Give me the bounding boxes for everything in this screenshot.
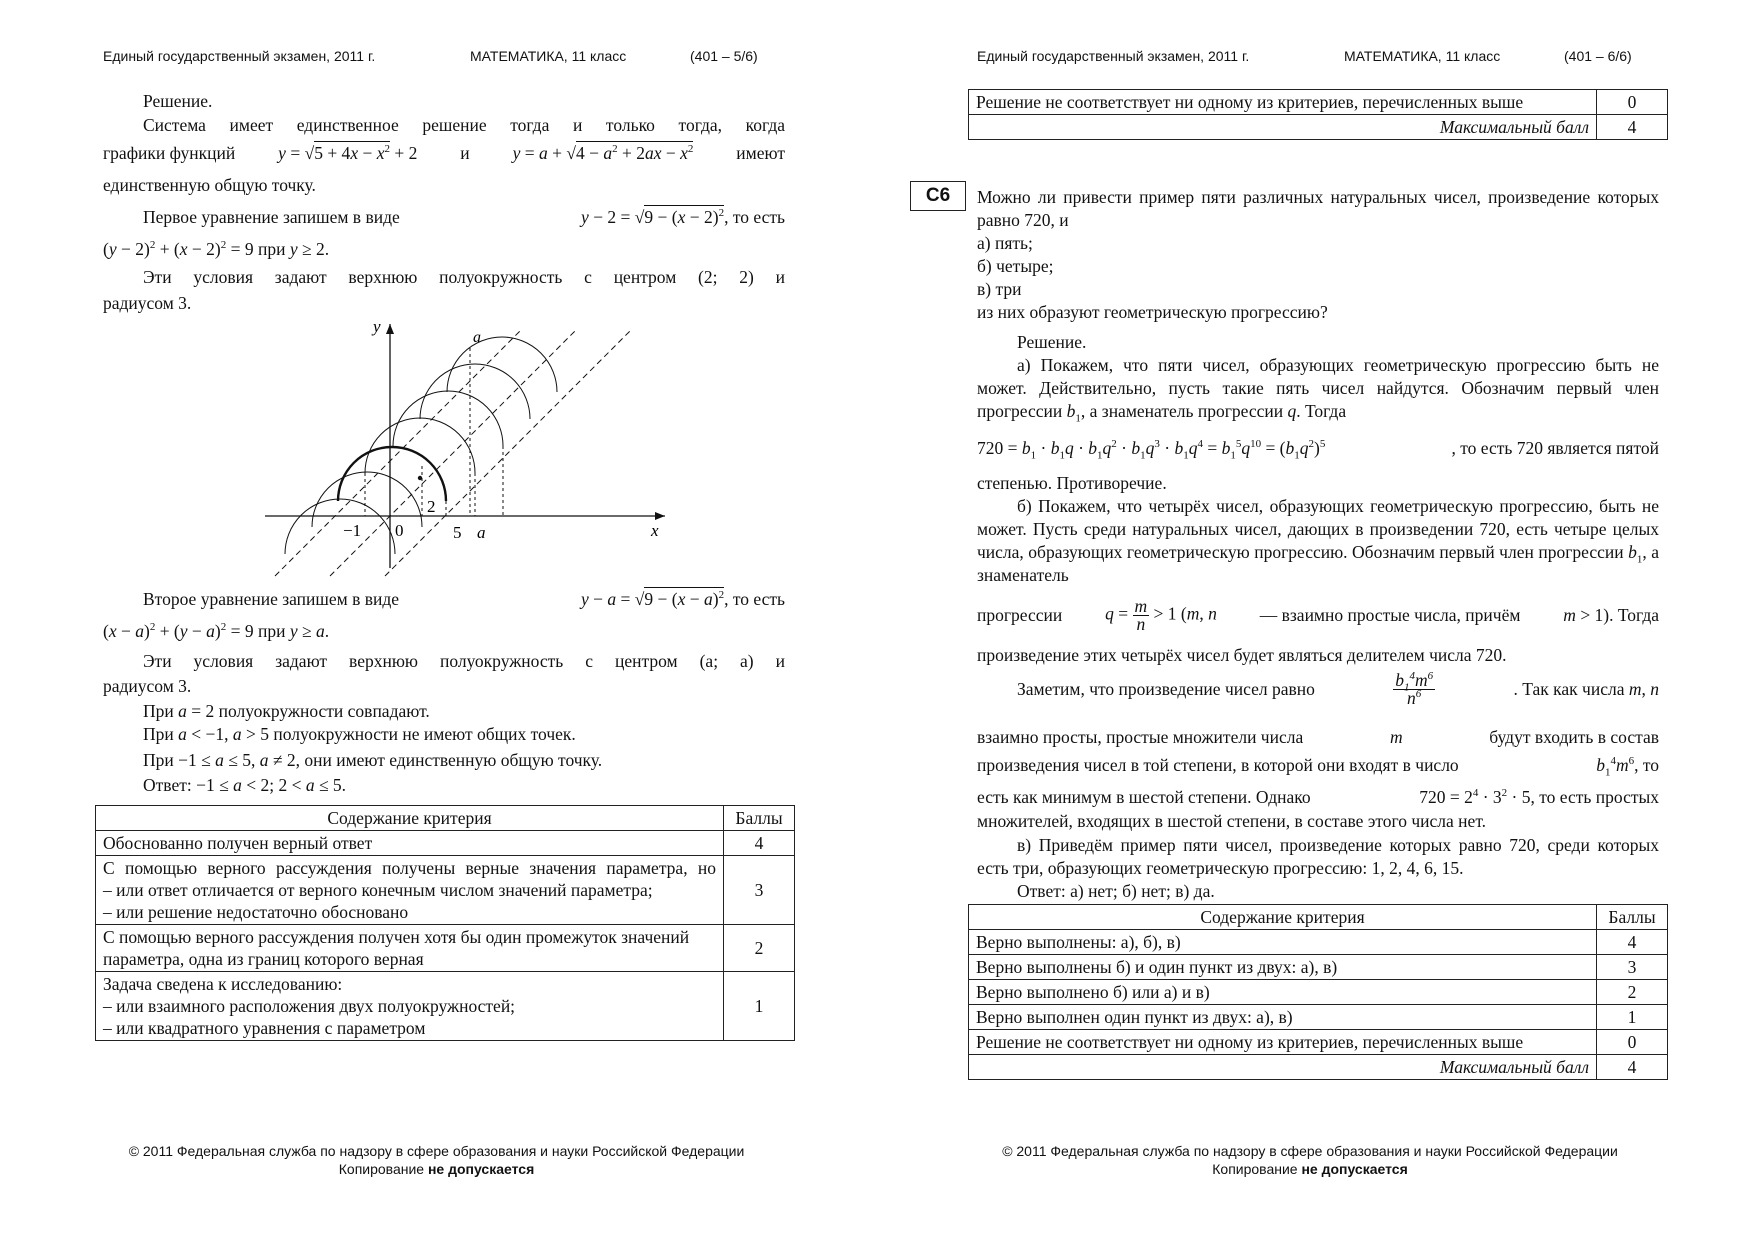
task-text: Можно ли привести пример пяти различных натуральных чисел, произведение которых равно 720, и [977, 187, 1659, 230]
crit-score: 0 [1597, 1030, 1668, 1055]
footer-left: © 2011 Федеральная служба по надзору в сфере образования и науки Российской Федерации Копирование не допускается [128, 1143, 745, 1177]
header-score: Баллы [724, 806, 795, 831]
semicircle-a-3 [365, 418, 475, 473]
p5-end: радиусом 3. [103, 676, 192, 696]
p1-have: имеют [736, 143, 785, 163]
table-header [96, 806, 795, 831]
criteria-table-left [95, 805, 795, 1041]
label-y: y [373, 318, 381, 336]
p1-end: единственную общую точку. [103, 175, 316, 195]
max-score: 4 [1597, 115, 1668, 140]
p4-circle: $(x - a)^2 + (y - a)^2 = 9$ при y ≥ a. [103, 621, 330, 641]
max-row [969, 115, 1668, 140]
formula-eq1: $y - 2 = √9 - (x - 2)^2$, то есть [581, 207, 785, 227]
crit-text: Верно выполнен один пункт из двух: а), в) [969, 1005, 1597, 1030]
formula-f1: $y = √5 + 4x - x^2 + 2$ [278, 143, 418, 163]
part-b-line: прогрессии q = $\frac{m}{n}$ > 1 (m, n — взаимно простые числа, причём m > 1). Тогда [977, 596, 1659, 634]
formula-frac: $\frac{b_1^4m^6}{n^6}$ [1395, 670, 1434, 708]
label-a-axis: a [477, 523, 486, 542]
footer-right: © 2011 Федеральная служба по надзору в сфере образования и науки Российской Федерации Копирование не допускается [1002, 1143, 1618, 1177]
crit-score: 1 [1597, 1005, 1668, 1030]
answer-left: Ответ: −1 ≤ a < 2; 2 < a ≤ 5. [143, 775, 347, 795]
p2-start: Первое уравнение запишем в виде [143, 207, 400, 227]
header-exam: Единый государственный экзамен, 2011 г. [103, 48, 376, 64]
part-a-para: а) Покажем, что пяти чисел, образующих геометрическую прогрессию быть не может. Действительно, пусть такие пять чисел найдутся. Обозначим первый член прогрессии $b_1$, а знаменатель прогрессии q. Тогда [977, 355, 1659, 425]
table-row [969, 930, 1668, 955]
header-exam: Единый государственный экзамен, 2011 г. [977, 48, 1250, 64]
part-b-divisor: произведение этих четырёх чисел будет являться делителем числа 720. [977, 645, 1507, 665]
semicircle-a-m1 [312, 472, 422, 527]
crit-text: Верно выполнены: а), б), в) [969, 930, 1597, 955]
p1-start: Система имеет единственное решение тогда и только тогда, когда [143, 115, 785, 135]
semicircle-a-5 [420, 364, 530, 419]
criteria-table-top [968, 89, 1668, 140]
p1-graphs: графики функций [103, 143, 236, 163]
table-row [969, 980, 1668, 1005]
part-c-para: в) Приведём пример пяти чисел, произведение которых равно 720, среди которых есть три, образующих геометрическую прогрессию: 1, 2, 4, 6, 15. [977, 835, 1659, 878]
task-label: С6 [910, 181, 966, 211]
answer-right: Ответ: а) нет; б) нет; в) да. [1017, 881, 1215, 901]
table-header [969, 905, 1668, 930]
x-axis-arrow [655, 512, 665, 520]
option-c: в) три [977, 279, 1022, 299]
crit-score: 3 [724, 856, 795, 925]
formula-f2: $y = a + √4 - a^2 + 2ax - x^2$ [512, 143, 694, 163]
header-code: (401 – 5/6) [690, 48, 758, 64]
solution-label: Решение. [143, 91, 213, 111]
crit-text: Решение не соответствует ни одному из критериев, перечисленных выше [969, 1030, 1597, 1055]
crit-score: 4 [1597, 930, 1668, 955]
table-row [969, 1005, 1668, 1030]
left-page [0, 0, 873, 1239]
part-a-formula: $720 = b_1 \cdot b_1q \cdot b_1q^2 \cdot b_1q^3 \cdot b_1q^4 = b_1^5q^{10} = (b_1q^2)^5$ , то есть 720 является пятой [977, 438, 1659, 462]
center-point [418, 476, 422, 480]
p5: Эти условия задают верхнюю полуокружность с центром (a; a) и [143, 651, 785, 671]
header-subject: МАТЕМАТИКА, 11 класс [1344, 48, 1501, 64]
crit-score: 4 [724, 831, 795, 856]
part-a-end: степенью. Противоречие. [977, 473, 1167, 493]
table-row [96, 972, 795, 1041]
p2-circle: $(y - 2)^2 + (x - 2)^2 = 9$ при y ≥ 2. [103, 239, 330, 259]
criteria-table-right [968, 904, 1668, 1080]
crit-text: Обоснованно получен верный ответ [96, 831, 724, 856]
formula-product: $720 = b_1 \cdot b_1q \cdot b_1q^2 \cdot b_1q^3 \cdot b_1q^4 = b_1^5q^{10} = (b_1q^2)^5$ [977, 438, 1326, 462]
p1-and: и [460, 143, 470, 163]
max-row [969, 1055, 1668, 1080]
semicircle-a-neg [285, 499, 395, 554]
semicircle-a-6 [447, 337, 557, 392]
max-score: 4 [1597, 1055, 1668, 1080]
table-row [96, 925, 795, 972]
part-b-product: Заметим, что произведение чисел равно $\frac{b_1^4m^6}{n^6}$ . Так как числа m, n [1017, 670, 1659, 708]
crit-score: 0 [1597, 90, 1668, 115]
label-neg1: −1 [343, 521, 362, 540]
task-end: из них образуют геометрическую прогрессию? [977, 302, 1328, 322]
crit-text: Верно выполнено б) или а) и в) [969, 980, 1597, 1005]
p2-line [103, 206, 785, 229]
solution-label-right: Решение. [1017, 332, 1087, 352]
dashed-line-3 [385, 331, 630, 576]
table-row [969, 955, 1668, 980]
part-b-para: б) Покажем, что четырёх чисел, образующих геометрическую прогрессию, быть не может. Пусть среди натуральных чисел, дающих в произведении 720, есть четыре целых числа, образующих геометрическую прогрессию. Обозначим первый член прогрессии $b_1$, а знаменатель [977, 496, 1659, 585]
crit-score: 2 [1597, 980, 1668, 1005]
formula-eq2: $y - a = √9 - (x - a)^2$, то есть [581, 589, 785, 609]
part-b-end: множителей, входящих в шестой степени, в составе этого числа нет. [977, 811, 1487, 831]
header-crit: Содержание критерия [969, 905, 1597, 930]
case-1: При a = 2 полуокружности совпадают. [143, 701, 430, 721]
p3-end: радиусом 3. [103, 293, 192, 313]
label-x: x [651, 521, 659, 540]
case-3: При −1 ≤ a ≤ 5, a ≠ 2, они имеют единственную общую точку. [143, 750, 603, 770]
case-2: При a < −1, a > 5 полуокружности не имеют общих точек. [143, 724, 576, 744]
crit-score: 2 [724, 925, 795, 972]
table-row [96, 831, 795, 856]
crit-score: 3 [1597, 955, 1668, 980]
table-row [969, 1030, 1668, 1055]
option-a: а) пять; [977, 233, 1033, 253]
crit-text: С помощью верного рассуждения получен хотя бы один промежуток значений параметра, одна из границ которого верная [96, 925, 724, 972]
table-row [969, 90, 1668, 115]
max-label: Максимальный балл [969, 1055, 1597, 1080]
crit-text: Верно выполнены б) и один пункт из двух: а), в) [969, 955, 1597, 980]
header-score: Баллы [1597, 905, 1668, 930]
crit-text: Задача сведена к исследованию: – или взаимного расположения двух полуокружностей; – или квадратного уравнения с параметром [96, 972, 724, 1041]
p3: Эти условия задают верхнюю полуокружность с центром (2; 2) и [143, 267, 785, 287]
part-b-line6: произведения чисел в той степени, в которой они входят в число $b_1^4m^6$, то [977, 755, 1659, 779]
p1-line2 [103, 142, 785, 165]
y-axis-arrow [386, 324, 394, 334]
label-two: 2 [427, 497, 436, 516]
part-b-line7: есть как минимум в шестой степени. Однако $720 = 2^4 \cdot 3^2 \cdot 5$, то есть простых [977, 787, 1659, 807]
p4-start: Второе уравнение запишем в виде [143, 589, 400, 609]
header-crit: Содержание критерия [96, 806, 724, 831]
max-label: Максимальный балл [969, 115, 1597, 140]
crit-score: 1 [724, 972, 795, 1041]
header-subject: МАТЕМАТИКА, 11 класс [470, 48, 627, 64]
label-a-top: a [473, 329, 481, 346]
part-b-line5: взаимно просты, простые множители числа m будут входить в состав [977, 727, 1659, 747]
label-five: 5 [453, 523, 462, 542]
option-b: б) четыре; [977, 256, 1054, 276]
header-code: (401 – 6/6) [1564, 48, 1632, 64]
p4-line [103, 588, 785, 611]
formula-q: q = $\frac{m}{n}$ > 1 (m, n [1105, 596, 1217, 634]
semicircles-graph [255, 318, 675, 580]
crit-text: Решение не соответствует ни одному из критериев, перечисленных выше [969, 90, 1597, 115]
crit-text: С помощью верного рассуждения получены верные значения параметра, но – или ответ отличается от верного конечным числом значений параметра; – или решение недостаточно обосновано [96, 856, 724, 925]
table-row [96, 856, 795, 925]
label-zero: 0 [395, 521, 404, 540]
semicircle-center-2-2 [338, 447, 446, 501]
